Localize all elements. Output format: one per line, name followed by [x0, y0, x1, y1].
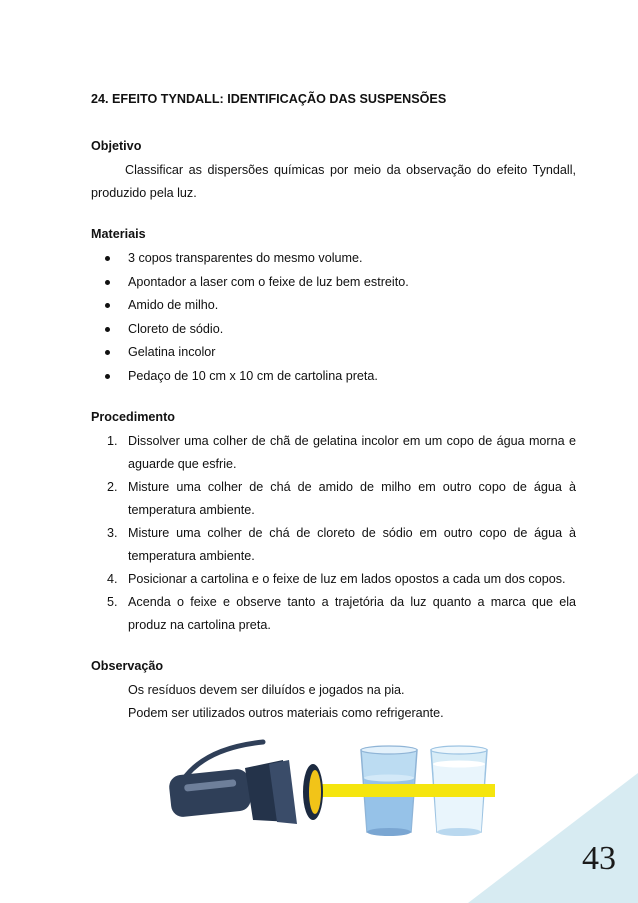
corner-decoration [468, 773, 638, 903]
list-item: Amido de milho. [91, 294, 576, 318]
materials-list [91, 247, 576, 388]
objetivo-text: Classificar as dispersões químicas por meio da observação do efeito Tyndall, produzido pela luz. [91, 163, 576, 200]
list-item: Cloreto de sódio. [91, 318, 576, 342]
section-procedimento [91, 410, 576, 637]
procedure-step: 4. Posicionar a cartolina e o feixe de luz em lados opostos a cada um dos copos. [107, 572, 566, 586]
glass-icon [361, 746, 417, 836]
document-content [91, 92, 576, 747]
list-item: Pedaço de 10 cm x 10 cm de cartolina preta. [91, 365, 576, 389]
procedure-list [91, 430, 576, 637]
section-heading-procedimento: Procedimento [91, 410, 175, 424]
bullet-icon [105, 350, 110, 355]
section-objetivo [91, 139, 576, 205]
procedure-step: 2. Misture uma colher de chá de amido de milho em outro copo de água à temperatura ambiente. [107, 480, 576, 517]
list-item: 3 copos transparentes do mesmo volume. [91, 247, 576, 271]
bullet-icon [105, 256, 110, 261]
procedure-step: 3. Misture uma colher de chá de cloreto de sódio em outro copo de água à temperatura ambiente. [107, 526, 576, 563]
flashlight-icon [168, 742, 323, 824]
document-title: 24. EFEITO TYNDALL: IDENTIFICAÇÃO DAS SUSPENSÕES [91, 92, 447, 106]
section-materiais [91, 227, 576, 388]
procedure-step: 1. Dissolver uma colher de chã de gelatina incolor em um copo de água morna e aguarde que esfrie. [107, 434, 576, 471]
list-item: Gelatina incolor [91, 341, 576, 365]
bullet-icon [105, 280, 110, 285]
bullet-icon [105, 327, 110, 332]
bullet-icon [105, 374, 110, 379]
section-heading-objetivo: Objetivo [91, 139, 142, 153]
page-number: 43 [582, 840, 616, 877]
section-observacao [91, 659, 576, 725]
observacao-line: Os resíduos devem ser diluídos e jogados na pia. [128, 683, 405, 697]
observacao-line: Podem ser utilizados outros materiais como refrigerante. [128, 706, 444, 720]
tyndall-illustration [165, 738, 505, 838]
bullet-icon [105, 303, 110, 308]
procedure-step: 5. Acenda o feixe e observe tanto a trajetória da luz quanto a marca que ela produz na cartolina preta. [107, 595, 576, 632]
list-item: Apontador a laser com o feixe de luz bem estreito. [91, 271, 576, 295]
section-heading-materiais: Materiais [91, 227, 146, 241]
section-heading-observacao: Observação [91, 659, 164, 673]
